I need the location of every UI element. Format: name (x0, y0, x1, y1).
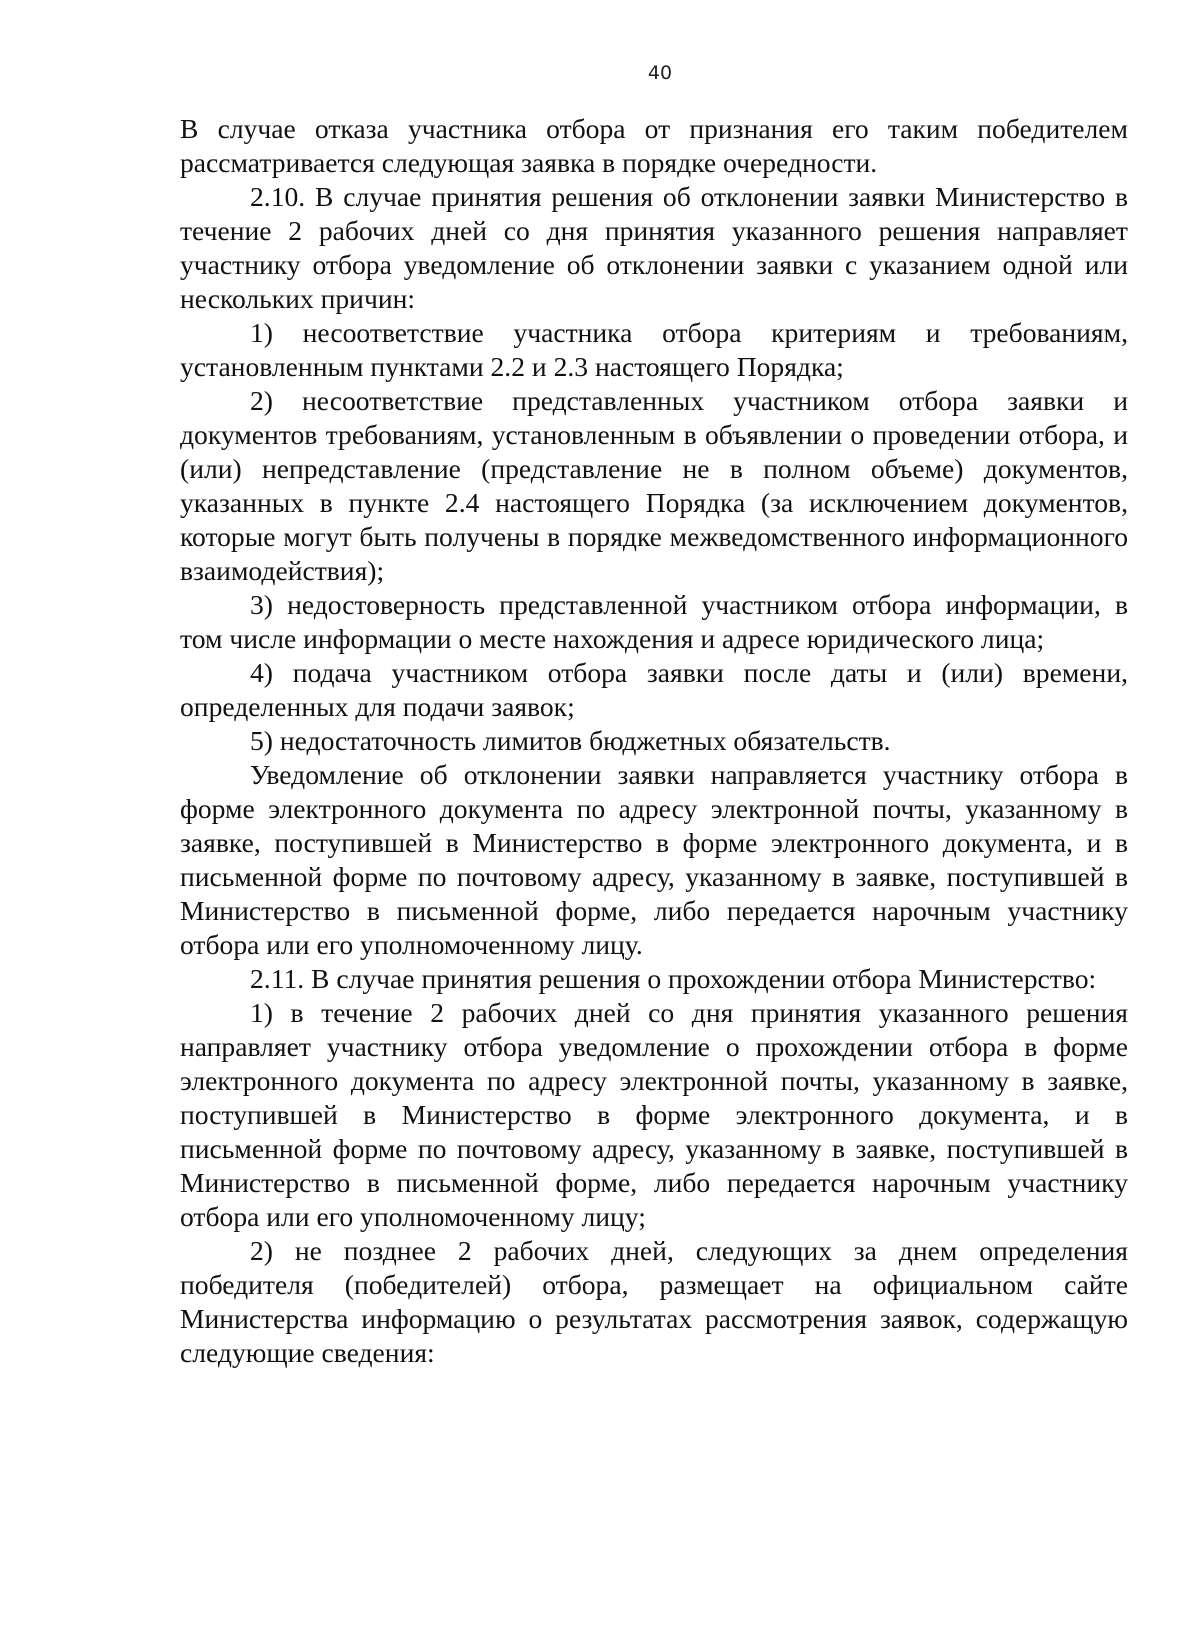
paragraph-reason-1: 1) несоответствие участника отбора критериям и требованиям, установленным пунктами 2.2 и 2.3 настоящего Порядка; (180, 317, 1128, 382)
paragraph-passing-item-1: 1) в течение 2 рабочих дней со дня принятия указанного решения направляет участнику отбора уведомление о прохождении отбора в форме электронного документа по адресу электронной почты, указанному в заявке, поступившей в Министерство в форме электронного документа, и в письменной форме по почтовому адресу, указанному в заявке, поступившей в Министерство в письменной форме, либо передается нарочным участнику отбора или его уполномоченному лицу; (180, 997, 1128, 1232)
paragraph-rejection-notice: Уведомление об отклонении заявки направляется участнику отбора в форме электронного документа по адресу электронной почты, указанному в заявке, поступившей в Министерство в форме электронного документа, и в письменной форме по почтовому адресу, указанному в заявке, поступившей в Министерство в письменной форме, либо передается нарочным участнику отбора или его уполномоченному лицу. (180, 759, 1128, 960)
paragraph-reason-3: 3) недостоверность представленной участником отбора информации, в том числе информации о месте нахождения и адресе юридического лица; (180, 589, 1128, 654)
paragraph-reason-5: 5) недостаточность лимитов бюджетных обязательств. (250, 725, 891, 756)
document-body (180, 112, 1128, 1370)
paragraph-2-10-rejection: 2.10. В случае принятия решения об отклонении заявки Министерство в течение 2 рабочих дней со дня принятия указанного решения направляет участнику отбора уведомление об отклонении заявки с указанием одной или нескольких причин: (180, 181, 1128, 314)
paragraph-2-11-passing: 2.11. В случае принятия решения о прохождении отбора Министерство: (250, 963, 1097, 994)
page-number: 40 (647, 62, 673, 84)
paragraph-passing-item-2: 2) не позднее 2 рабочих дней, следующих за днем определения победителя (победителей) отбора, размещает на официальном сайте Министерства информацию о результатах рассмотрения заявок, содержащую следующие сведения: (180, 1235, 1128, 1368)
paragraph-refusal-next-application: В случае отказа участника отбора от признания его таким победителем рассматривается следующая заявка в порядке очередности. (180, 113, 1128, 178)
paragraph-reason-4: 4) подача участником отбора заявки после даты и (или) времени, определенных для подачи заявок; (180, 657, 1128, 722)
paragraph-reason-2: 2) несоответствие представленных участником отбора заявки и документов требованиям, установленным в объявлении о проведении отбора, и (или) непредставление (представление не в полном объеме) документов, указанных в пункте 2.4 настоящего Порядка (за исключением документов, которые могут быть получены в порядке межведомственного информационного взаимодействия); (180, 385, 1128, 586)
